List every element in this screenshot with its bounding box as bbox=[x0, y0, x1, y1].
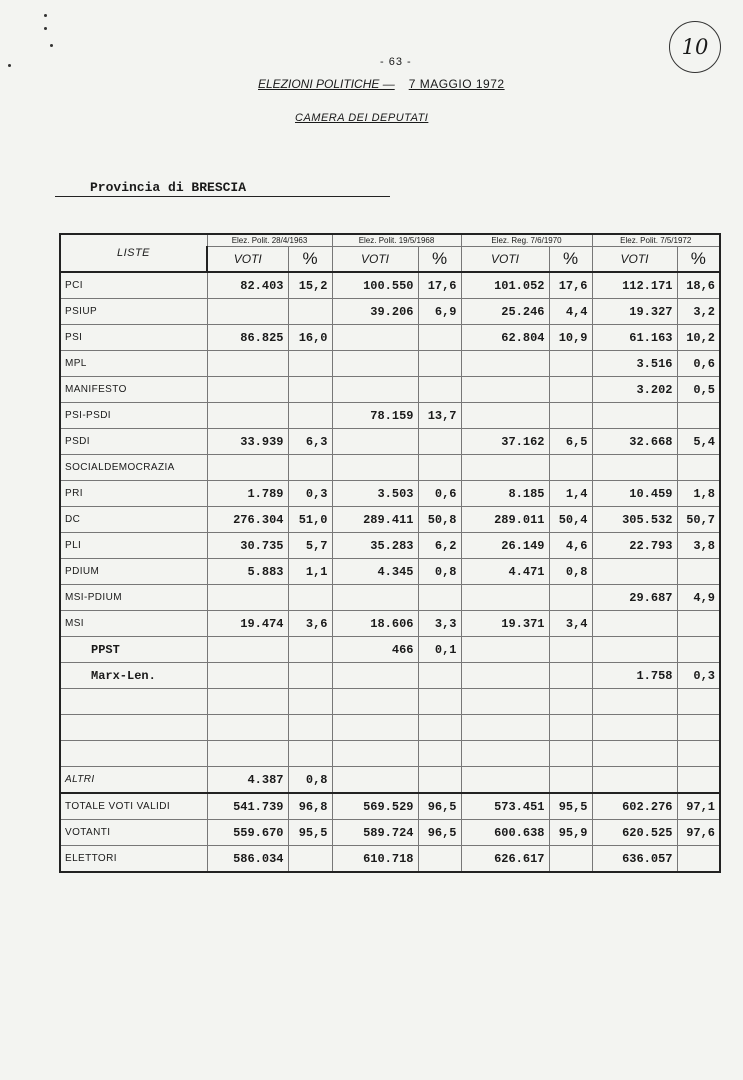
votes-cell bbox=[207, 403, 288, 429]
percent-cell: 95,5 bbox=[288, 820, 332, 846]
votes-cell: 61.163 bbox=[592, 325, 677, 351]
percent-cell bbox=[288, 741, 332, 767]
percent-cell: 0,8 bbox=[418, 559, 461, 585]
votes-cell: 602.276 bbox=[592, 793, 677, 820]
votes-cell: 559.670 bbox=[207, 820, 288, 846]
percent-cell: 10,2 bbox=[677, 325, 720, 351]
votes-cell bbox=[592, 741, 677, 767]
votes-cell bbox=[461, 637, 549, 663]
votes-cell: 100.550 bbox=[332, 272, 418, 299]
votes-cell: 82.403 bbox=[207, 272, 288, 299]
votes-cell: 37.162 bbox=[461, 429, 549, 455]
percent-cell bbox=[549, 663, 592, 689]
province-heading: Provincia di BRESCIA bbox=[90, 180, 247, 195]
election-header-row bbox=[60, 234, 720, 247]
percent-cell bbox=[288, 715, 332, 741]
percent-cell bbox=[677, 741, 720, 767]
list-label: PSI-PSDI bbox=[60, 403, 207, 429]
votes-cell: 569.529 bbox=[332, 793, 418, 820]
table-row bbox=[60, 507, 720, 533]
percent-cell bbox=[418, 325, 461, 351]
table-row bbox=[60, 767, 720, 794]
percent-cell bbox=[677, 767, 720, 794]
votes-cell bbox=[207, 637, 288, 663]
percent-cell bbox=[288, 403, 332, 429]
votes-cell: 101.052 bbox=[461, 272, 549, 299]
percent-cell bbox=[677, 715, 720, 741]
votes-cell bbox=[592, 715, 677, 741]
votes-cell bbox=[461, 715, 549, 741]
pct-header: % bbox=[549, 247, 592, 273]
votes-cell: 1.758 bbox=[592, 663, 677, 689]
list-label: TOTALE VOTI VALIDI bbox=[60, 793, 207, 820]
votes-cell bbox=[207, 351, 288, 377]
election-header: Elez. Reg. 7/6/1970 bbox=[461, 234, 592, 247]
table-row bbox=[60, 689, 720, 715]
percent-cell bbox=[418, 455, 461, 481]
votes-cell bbox=[592, 611, 677, 637]
percent-cell bbox=[549, 767, 592, 794]
list-label: ELETTORI bbox=[60, 846, 207, 873]
percent-cell bbox=[549, 637, 592, 663]
percent-cell: 0,6 bbox=[418, 481, 461, 507]
votes-cell bbox=[207, 455, 288, 481]
percent-cell bbox=[288, 299, 332, 325]
votes-cell bbox=[461, 403, 549, 429]
votes-cell bbox=[461, 351, 549, 377]
votes-cell bbox=[332, 715, 418, 741]
list-label: PSIUP bbox=[60, 299, 207, 325]
votes-cell: 276.304 bbox=[207, 507, 288, 533]
percent-cell bbox=[549, 689, 592, 715]
table-row bbox=[60, 429, 720, 455]
table-row bbox=[60, 403, 720, 429]
votes-cell bbox=[592, 559, 677, 585]
votes-cell: 32.668 bbox=[592, 429, 677, 455]
votes-cell bbox=[332, 377, 418, 403]
percent-cell: 51,0 bbox=[288, 507, 332, 533]
pct-header: % bbox=[288, 247, 332, 273]
title-text: ELEZIONI POLITICHE — bbox=[258, 77, 395, 91]
votes-cell bbox=[332, 663, 418, 689]
percent-cell bbox=[677, 455, 720, 481]
table-row bbox=[60, 741, 720, 767]
margin-dot bbox=[44, 27, 47, 30]
table-row bbox=[60, 351, 720, 377]
percent-cell bbox=[288, 351, 332, 377]
votes-cell: 466 bbox=[332, 637, 418, 663]
percent-cell: 97,1 bbox=[677, 793, 720, 820]
list-label: VOTANTI bbox=[60, 820, 207, 846]
page-subtitle: CAMERA DEI DEPUTATI bbox=[295, 112, 429, 124]
votes-cell bbox=[332, 767, 418, 794]
votes-cell: 1.789 bbox=[207, 481, 288, 507]
votes-cell: 289.011 bbox=[461, 507, 549, 533]
list-label bbox=[60, 689, 207, 715]
list-label: SOCIALDEMOCRAZIA bbox=[60, 455, 207, 481]
votes-cell bbox=[207, 689, 288, 715]
percent-cell: 96,5 bbox=[418, 820, 461, 846]
votes-cell: 5.883 bbox=[207, 559, 288, 585]
votes-cell bbox=[461, 377, 549, 403]
list-label bbox=[60, 741, 207, 767]
percent-cell: 18,6 bbox=[677, 272, 720, 299]
percent-cell bbox=[418, 429, 461, 455]
percent-cell bbox=[288, 637, 332, 663]
votes-cell bbox=[461, 689, 549, 715]
votes-cell bbox=[592, 455, 677, 481]
percent-cell: 0,5 bbox=[677, 377, 720, 403]
votes-cell: 86.825 bbox=[207, 325, 288, 351]
votes-cell bbox=[461, 455, 549, 481]
results-table-body bbox=[60, 234, 720, 872]
table-row bbox=[60, 820, 720, 846]
votes-cell bbox=[332, 689, 418, 715]
election-date: 7 MAGGIO 1972 bbox=[408, 77, 505, 91]
votes-cell: 30.735 bbox=[207, 533, 288, 559]
percent-cell bbox=[677, 846, 720, 873]
votes-cell: 620.525 bbox=[592, 820, 677, 846]
percent-cell: 13,7 bbox=[418, 403, 461, 429]
percent-cell bbox=[549, 846, 592, 873]
votes-cell: 626.617 bbox=[461, 846, 549, 873]
percent-cell: 96,5 bbox=[418, 793, 461, 820]
percent-cell bbox=[549, 403, 592, 429]
percent-cell bbox=[677, 689, 720, 715]
page-title bbox=[258, 77, 505, 91]
votes-cell: 25.246 bbox=[461, 299, 549, 325]
percent-cell bbox=[418, 663, 461, 689]
votes-cell: 26.149 bbox=[461, 533, 549, 559]
votes-cell bbox=[592, 403, 677, 429]
percent-cell: 95,5 bbox=[549, 793, 592, 820]
votes-cell: 636.057 bbox=[592, 846, 677, 873]
percent-cell bbox=[288, 585, 332, 611]
percent-cell: 3,2 bbox=[677, 299, 720, 325]
election-header: Elez. Polit. 7/5/1972 bbox=[592, 234, 720, 247]
votes-cell: 19.371 bbox=[461, 611, 549, 637]
percent-cell: 0,6 bbox=[677, 351, 720, 377]
percent-cell: 5,4 bbox=[677, 429, 720, 455]
percent-cell: 6,3 bbox=[288, 429, 332, 455]
percent-cell: 96,8 bbox=[288, 793, 332, 820]
margin-dot bbox=[44, 14, 47, 17]
voti-header: VOTI bbox=[207, 247, 288, 273]
list-label: MSI-PDIUM bbox=[60, 585, 207, 611]
votes-cell: 541.739 bbox=[207, 793, 288, 820]
percent-cell bbox=[549, 585, 592, 611]
percent-cell: 15,2 bbox=[288, 272, 332, 299]
election-header: Elez. Polit. 28/4/1963 bbox=[207, 234, 332, 247]
votes-cell: 586.034 bbox=[207, 846, 288, 873]
votes-cell: 4.387 bbox=[207, 767, 288, 794]
table-row bbox=[60, 663, 720, 689]
votes-cell bbox=[332, 351, 418, 377]
votes-cell: 573.451 bbox=[461, 793, 549, 820]
percent-cell: 3,8 bbox=[677, 533, 720, 559]
votes-cell bbox=[592, 767, 677, 794]
percent-cell bbox=[677, 611, 720, 637]
percent-cell bbox=[418, 377, 461, 403]
votes-cell: 112.171 bbox=[592, 272, 677, 299]
percent-cell: 4,9 bbox=[677, 585, 720, 611]
percent-cell: 0,1 bbox=[418, 637, 461, 663]
votes-cell: 600.638 bbox=[461, 820, 549, 846]
voti-header: VOTI bbox=[592, 247, 677, 273]
votes-cell: 18.606 bbox=[332, 611, 418, 637]
list-label: PSI bbox=[60, 325, 207, 351]
votes-cell: 3.516 bbox=[592, 351, 677, 377]
votes-cell bbox=[207, 377, 288, 403]
votes-cell: 589.724 bbox=[332, 820, 418, 846]
pct-header: % bbox=[677, 247, 720, 273]
percent-cell bbox=[288, 377, 332, 403]
voti-header: VOTI bbox=[332, 247, 418, 273]
percent-cell: 6,2 bbox=[418, 533, 461, 559]
votes-cell bbox=[461, 663, 549, 689]
percent-cell: 0,8 bbox=[549, 559, 592, 585]
list-label: MSI bbox=[60, 611, 207, 637]
list-label: PPST bbox=[60, 637, 207, 663]
votes-cell: 4.471 bbox=[461, 559, 549, 585]
percent-cell: 97,6 bbox=[677, 820, 720, 846]
list-label: PRI bbox=[60, 481, 207, 507]
votes-cell bbox=[207, 715, 288, 741]
votes-cell: 3.503 bbox=[332, 481, 418, 507]
votes-cell: 29.687 bbox=[592, 585, 677, 611]
page-number: - 63 - bbox=[380, 56, 412, 68]
table-row bbox=[60, 455, 720, 481]
votes-cell: 62.804 bbox=[461, 325, 549, 351]
list-label: PDIUM bbox=[60, 559, 207, 585]
table-row bbox=[60, 585, 720, 611]
votes-cell bbox=[207, 299, 288, 325]
percent-cell bbox=[677, 559, 720, 585]
percent-cell: 1,4 bbox=[549, 481, 592, 507]
percent-cell: 1,8 bbox=[677, 481, 720, 507]
votes-cell bbox=[332, 429, 418, 455]
votes-cell: 305.532 bbox=[592, 507, 677, 533]
percent-cell: 0,3 bbox=[288, 481, 332, 507]
percent-cell bbox=[418, 767, 461, 794]
percent-cell bbox=[418, 715, 461, 741]
votes-cell: 39.206 bbox=[332, 299, 418, 325]
percent-cell: 1,1 bbox=[288, 559, 332, 585]
percent-cell bbox=[549, 741, 592, 767]
percent-cell: 0,3 bbox=[677, 663, 720, 689]
percent-cell bbox=[288, 663, 332, 689]
results-table bbox=[59, 233, 721, 873]
votes-cell bbox=[207, 585, 288, 611]
percent-cell: 10,9 bbox=[549, 325, 592, 351]
table-row bbox=[60, 846, 720, 873]
votes-cell: 8.185 bbox=[461, 481, 549, 507]
circled-page-number: 10 bbox=[669, 21, 721, 73]
list-label: MANIFESTO bbox=[60, 377, 207, 403]
votes-cell: 19.327 bbox=[592, 299, 677, 325]
election-header: Elez. Polit. 19/5/1968 bbox=[332, 234, 461, 247]
votes-cell: 19.474 bbox=[207, 611, 288, 637]
province-underline bbox=[55, 196, 390, 197]
votes-cell bbox=[461, 585, 549, 611]
percent-cell: 6,5 bbox=[549, 429, 592, 455]
percent-cell bbox=[549, 377, 592, 403]
table-row bbox=[60, 559, 720, 585]
votes-cell bbox=[592, 689, 677, 715]
percent-cell: 6,9 bbox=[418, 299, 461, 325]
percent-cell: 4,4 bbox=[549, 299, 592, 325]
votes-cell: 35.283 bbox=[332, 533, 418, 559]
table-row bbox=[60, 611, 720, 637]
list-label: PLI bbox=[60, 533, 207, 559]
votes-cell: 22.793 bbox=[592, 533, 677, 559]
percent-cell: 50,7 bbox=[677, 507, 720, 533]
percent-cell bbox=[288, 846, 332, 873]
votes-cell bbox=[461, 767, 549, 794]
percent-cell bbox=[418, 689, 461, 715]
votes-cell: 610.718 bbox=[332, 846, 418, 873]
list-label: DC bbox=[60, 507, 207, 533]
votes-cell: 4.345 bbox=[332, 559, 418, 585]
votes-cell bbox=[592, 637, 677, 663]
percent-cell bbox=[288, 455, 332, 481]
percent-cell bbox=[418, 846, 461, 873]
margin-dot bbox=[8, 64, 11, 67]
list-label: Marx-Len. bbox=[60, 663, 207, 689]
votes-cell bbox=[207, 663, 288, 689]
votes-cell bbox=[461, 741, 549, 767]
percent-cell: 0,8 bbox=[288, 767, 332, 794]
percent-cell bbox=[418, 741, 461, 767]
percent-cell: 3,3 bbox=[418, 611, 461, 637]
percent-cell: 3,4 bbox=[549, 611, 592, 637]
table-row bbox=[60, 299, 720, 325]
votes-cell: 33.939 bbox=[207, 429, 288, 455]
votes-cell bbox=[332, 325, 418, 351]
voti-header: VOTI bbox=[461, 247, 549, 273]
table-row bbox=[60, 272, 720, 299]
list-label: MPL bbox=[60, 351, 207, 377]
percent-cell: 17,6 bbox=[418, 272, 461, 299]
table-row bbox=[60, 793, 720, 820]
percent-cell bbox=[549, 455, 592, 481]
percent-cell bbox=[418, 585, 461, 611]
percent-cell: 4,6 bbox=[549, 533, 592, 559]
list-label: PCI bbox=[60, 272, 207, 299]
percent-cell bbox=[549, 351, 592, 377]
votes-cell bbox=[332, 741, 418, 767]
percent-cell bbox=[677, 403, 720, 429]
votes-cell: 289.411 bbox=[332, 507, 418, 533]
table-row bbox=[60, 377, 720, 403]
list-label: PSDI bbox=[60, 429, 207, 455]
table-row bbox=[60, 715, 720, 741]
margin-dot bbox=[50, 44, 53, 47]
percent-cell: 17,6 bbox=[549, 272, 592, 299]
percent-cell: 50,4 bbox=[549, 507, 592, 533]
list-label bbox=[60, 715, 207, 741]
votes-cell: 78.159 bbox=[332, 403, 418, 429]
percent-cell: 50,8 bbox=[418, 507, 461, 533]
votes-cell bbox=[332, 455, 418, 481]
liste-header: LISTE bbox=[60, 234, 207, 272]
percent-cell bbox=[418, 351, 461, 377]
votes-cell bbox=[207, 741, 288, 767]
percent-cell bbox=[677, 637, 720, 663]
percent-cell bbox=[288, 689, 332, 715]
results-table-wrapper bbox=[59, 233, 721, 873]
pct-header: % bbox=[418, 247, 461, 273]
percent-cell: 16,0 bbox=[288, 325, 332, 351]
percent-cell: 95,9 bbox=[549, 820, 592, 846]
table-row bbox=[60, 533, 720, 559]
table-row bbox=[60, 325, 720, 351]
table-row bbox=[60, 481, 720, 507]
votes-cell: 10.459 bbox=[592, 481, 677, 507]
list-label: ALTRI bbox=[60, 767, 207, 794]
percent-cell: 5,7 bbox=[288, 533, 332, 559]
votes-cell: 3.202 bbox=[592, 377, 677, 403]
percent-cell bbox=[549, 715, 592, 741]
table-row bbox=[60, 637, 720, 663]
percent-cell: 3,6 bbox=[288, 611, 332, 637]
votes-cell bbox=[332, 585, 418, 611]
